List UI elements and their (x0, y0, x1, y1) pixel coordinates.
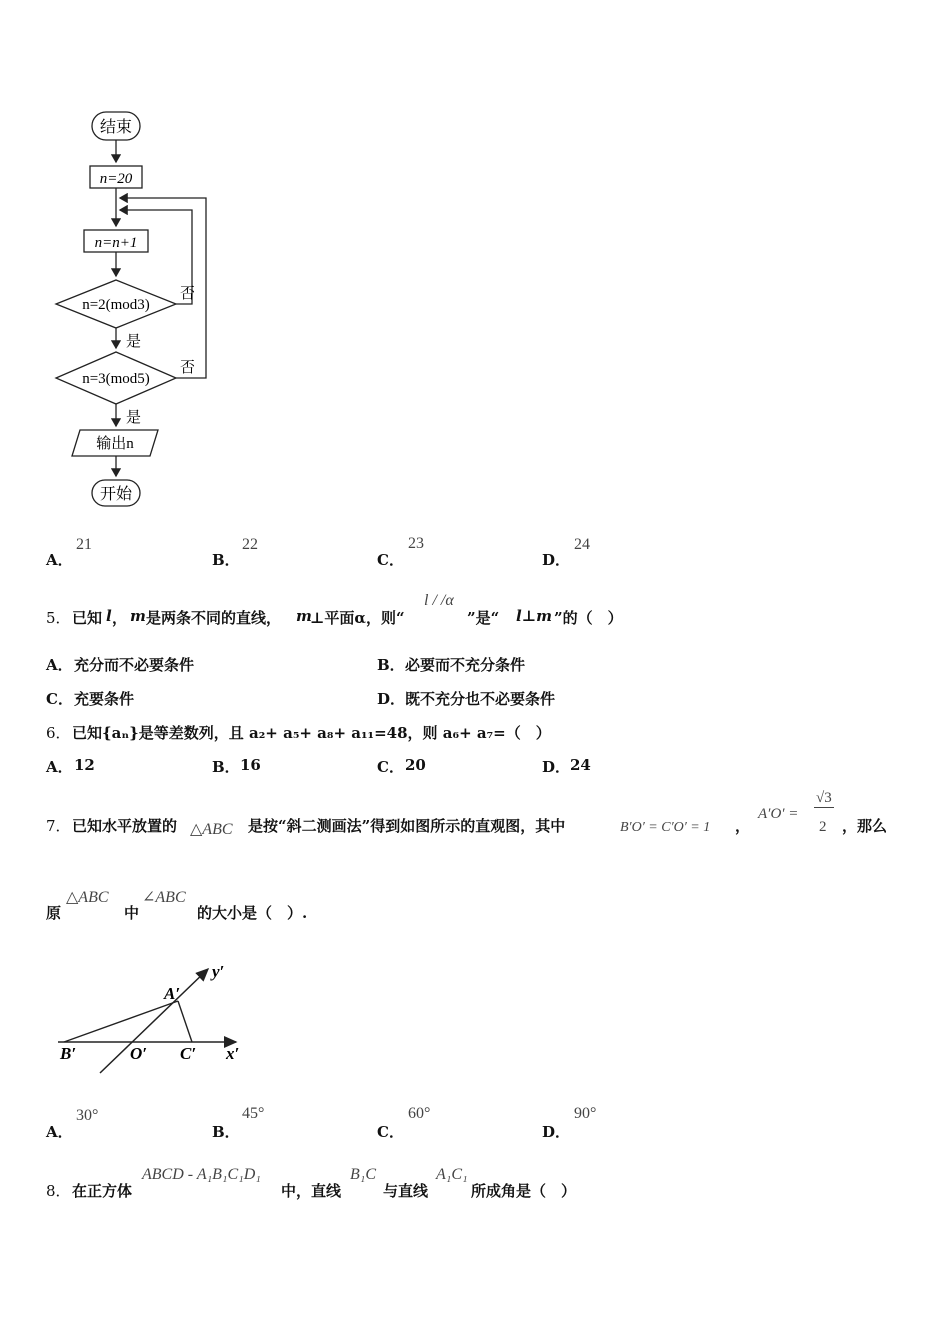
q5-option-d-text: 既不充分也不必要条件 (405, 690, 556, 708)
q7-diagram (50, 955, 260, 1080)
q8-stem-b: 中，直线 (281, 1182, 342, 1200)
q6-option-d-value: 24 (570, 756, 591, 774)
q5-option-d-letter: D． (377, 690, 406, 708)
q5-stem-f: l⊥m (516, 607, 552, 625)
q5-comma: ， (112, 609, 128, 627)
q4-option-a-letter: A． (46, 551, 73, 569)
q5-stem-a: 已知 (72, 609, 103, 627)
flow-yes-label-2: 是 (126, 410, 142, 426)
flow-decision-1-label: n=2(mod3) (82, 297, 150, 313)
q7-stem-a: 已知水平放置的 (72, 817, 178, 835)
q7-comma: ， (735, 817, 751, 835)
flow-output-label: 输出n (96, 436, 134, 452)
flowchart (40, 100, 240, 520)
q7-line2-a: 原 (46, 904, 62, 922)
q7-stem-c: ，那么 (842, 817, 888, 835)
label-o: O′ (130, 1044, 148, 1063)
q5-condition: l / /α (424, 592, 454, 609)
q7-option-a-value: 30° (76, 1107, 99, 1124)
q6-option-a-letter: A． (46, 758, 73, 776)
q8-stem-c: 与直线 (383, 1182, 429, 1200)
label-c: C′ (180, 1044, 197, 1063)
q8-cube: ABCD - A₁B₁C₁D₁ (142, 1166, 261, 1183)
flow-terminal-top-label: 结束 (99, 119, 133, 136)
q5-option-a-text: 充分而不必要条件 (74, 656, 195, 674)
q4-option-b-letter: B． (212, 551, 240, 569)
q7-option-c-letter: C． (377, 1123, 404, 1141)
flow-terminal-bottom-label: 开始 (99, 486, 133, 503)
q7-eq2-denominator: 2 (819, 819, 827, 835)
flow-process-increment-label: n=n+1 (94, 235, 138, 251)
q5-var-m: m (130, 607, 146, 625)
label-x-axis: x′ (226, 1044, 240, 1063)
label-b: B′ (60, 1044, 77, 1063)
q5-option-c-letter: C． (46, 690, 73, 708)
q5-var-l: l (106, 607, 112, 625)
flow-decision-2-label: n=3(mod5) (82, 371, 150, 387)
q4-option-d-value: 24 (574, 536, 590, 553)
segment-ac (178, 1001, 192, 1042)
q8-line-b1c: B₁C (350, 1166, 377, 1183)
q6-option-b-letter: B． (212, 758, 240, 776)
label-a: A′ (164, 984, 181, 1003)
q7-eq1: B′O′ = C′O′ = 1 (620, 820, 711, 835)
q8-stem-a: 在正方体 (72, 1182, 133, 1200)
q7-eq2-left: A′O′ = (758, 806, 799, 822)
q4-option-d-letter: D． (542, 551, 571, 569)
q5-option-b-text: 必要而不充分条件 (405, 656, 526, 674)
q4-option-c-value: 23 (408, 535, 424, 552)
q4-option-b-value: 22 (242, 536, 258, 553)
flow-no-label-2: 否 (180, 360, 196, 376)
q5-stem-c: m (296, 607, 312, 625)
q7-triangle-2: △ABC (66, 889, 109, 906)
q4-option-c-letter: C． (377, 551, 404, 569)
q5-stem-g: ”的（ ） (554, 609, 623, 627)
q8-stem-d: 所成角是（ ） (471, 1182, 577, 1200)
q5-option-c-text: 充要条件 (74, 690, 135, 708)
q7-option-c-value: 60° (408, 1105, 431, 1122)
q6-option-c-value: 20 (405, 756, 426, 774)
q8-number: 8． (46, 1182, 71, 1200)
q7-line2-b: 中 (124, 904, 140, 922)
q5-stem-e: ”是“ (467, 609, 500, 627)
q6-stem: 已知{aₙ}是等差数列，且 a₂+ a₅+ a₈+ a₁₁=48，则 a₆+ a₇=（ ） (72, 724, 551, 742)
q8-line-a1c1: A₁C₁ (436, 1166, 468, 1183)
q7-stem-b: 是按“斜二测画法”得到如图所示的直观图，其中 (248, 817, 566, 835)
q7-option-b-letter: B． (212, 1123, 240, 1141)
q5-stem-d: ⊥平面α，则“ (310, 609, 405, 627)
q5-option-a-letter: A． (46, 656, 73, 674)
q6-option-c-letter: C． (377, 758, 404, 776)
q5-option-b-letter: B． (377, 656, 405, 674)
q5-number: 5． (46, 609, 71, 627)
q7-number: 7． (46, 817, 71, 835)
q7-option-a-letter: A． (46, 1123, 73, 1141)
q7-option-d-value: 90° (574, 1105, 597, 1122)
q7-angle: ∠ABC (142, 889, 186, 906)
flow-yes-label-1: 是 (126, 334, 142, 350)
q7-line2-c: 的大小是（ ）. (197, 904, 308, 922)
q6-number: 6． (46, 724, 71, 742)
q7-eq2-numerator: √3 (816, 790, 832, 806)
label-y-axis: y′ (212, 962, 225, 981)
q7-option-d-letter: D． (542, 1123, 571, 1141)
flow-process-init-label: n=20 (99, 171, 133, 187)
q7-triangle: △ABC (190, 821, 233, 838)
q4-option-a-value: 21 (76, 536, 92, 553)
q6-option-a-value: 12 (74, 756, 95, 774)
q6-option-b-value: 16 (240, 756, 261, 774)
q7-option-b-value: 45° (242, 1105, 265, 1122)
q6-option-d-letter: D． (542, 758, 571, 776)
segment-ab (64, 1001, 178, 1042)
flow-no-label-1: 否 (180, 286, 196, 302)
q5-stem-b: 是两条不同的直线， (146, 609, 282, 627)
